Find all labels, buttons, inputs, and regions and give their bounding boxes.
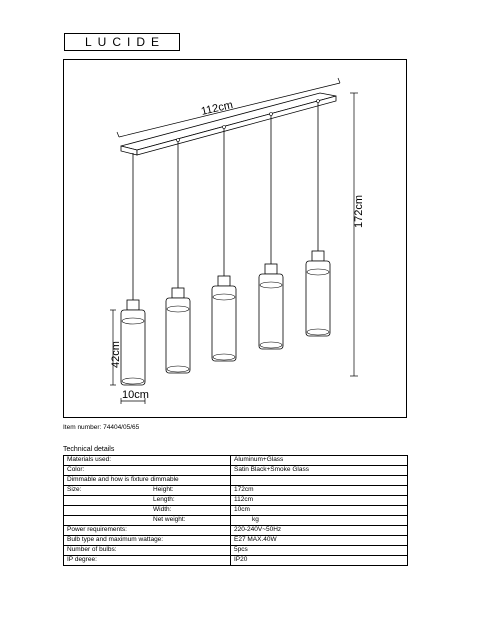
item-number-value: 74404/05/65 bbox=[103, 424, 140, 431]
spec-label: Dimmable and how is fixture dimmable bbox=[64, 476, 231, 486]
item-number bbox=[63, 424, 139, 431]
table-row bbox=[64, 506, 408, 516]
spec-value bbox=[231, 516, 408, 526]
spec-value: 172cm bbox=[231, 486, 408, 496]
spec-value: Satin Black+Smoke Glass bbox=[231, 466, 408, 476]
table-row bbox=[64, 516, 408, 526]
item-number-label: Item number: bbox=[63, 424, 102, 431]
table-row bbox=[64, 556, 408, 566]
height-label: Height: bbox=[153, 486, 174, 494]
table-row bbox=[64, 466, 408, 476]
shade-width-label: 10cm bbox=[122, 389, 149, 401]
net-weight-value: kg bbox=[252, 516, 259, 524]
spec-value: 10cm bbox=[231, 506, 408, 516]
table-row bbox=[64, 486, 408, 496]
spec-label: Bulb type and maximum wattage: bbox=[64, 536, 231, 546]
spec-value: IP20 bbox=[231, 556, 408, 566]
spec-label bbox=[64, 506, 231, 516]
spec-label: IP degree: bbox=[64, 556, 231, 566]
technical-details-title: Technical details bbox=[63, 446, 115, 453]
spec-value bbox=[231, 476, 408, 486]
table-row bbox=[64, 476, 408, 486]
spec-value: 220-240V~50Hz bbox=[231, 526, 408, 536]
technical-details-table bbox=[63, 455, 408, 566]
product-drawing bbox=[63, 59, 407, 418]
spec-label bbox=[64, 486, 231, 496]
spec-label: Materials used: bbox=[64, 456, 231, 466]
spec-label bbox=[64, 516, 231, 526]
spec-value: 112cm bbox=[231, 496, 408, 506]
spec-value: 5pcs bbox=[231, 546, 408, 556]
width-dimension-label: 112cm bbox=[199, 98, 235, 118]
spec-label bbox=[64, 496, 231, 506]
lamp-illustration bbox=[64, 60, 408, 419]
table-row bbox=[64, 546, 408, 556]
spec-label: Color: bbox=[64, 466, 231, 476]
spec-value: Aluminum+Glass bbox=[231, 456, 408, 466]
table-row bbox=[64, 496, 408, 506]
table-row bbox=[64, 456, 408, 466]
table-row bbox=[64, 536, 408, 546]
spec-value: E27 MAX.40W bbox=[231, 536, 408, 546]
spec-label: Number of bulbs: bbox=[64, 546, 231, 556]
shade-height-label: 42cm bbox=[110, 341, 122, 368]
table-row bbox=[64, 526, 408, 536]
height-dimension-label: 172cm bbox=[353, 194, 365, 228]
brand-logo: LUCIDE bbox=[64, 33, 180, 51]
spec-label: Power requirements: bbox=[64, 526, 231, 536]
width-label: Width: bbox=[153, 506, 172, 514]
length-label: Length: bbox=[153, 496, 175, 504]
size-label: Size: bbox=[67, 486, 82, 494]
net-weight-label: Net weight: bbox=[153, 516, 186, 524]
